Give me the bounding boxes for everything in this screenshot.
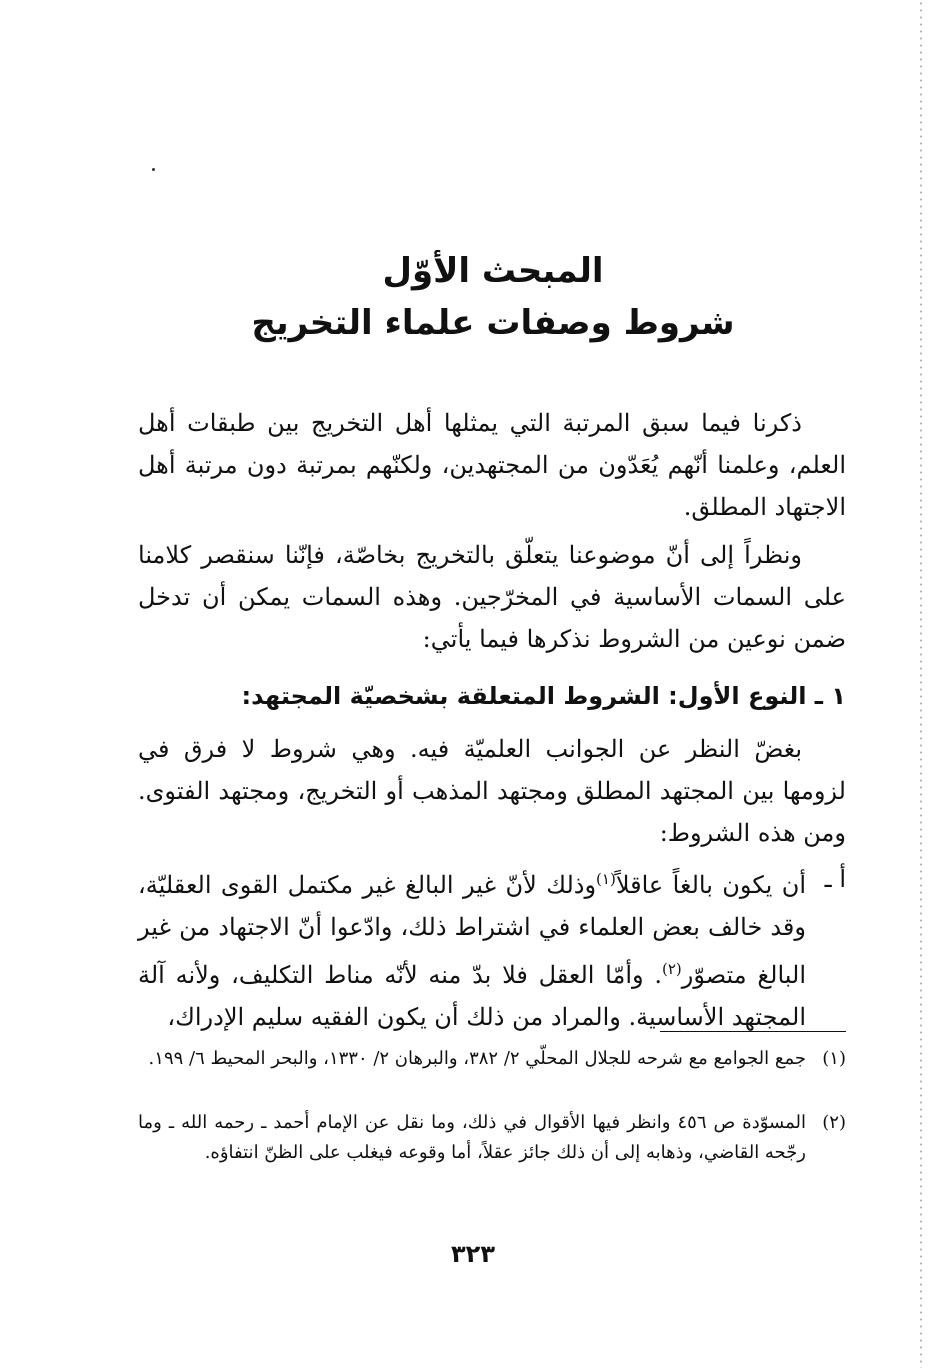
chapter-title: شروط وصفات علماء التخريج [251, 303, 735, 343]
section-heading: المبحث الأوّل [382, 251, 604, 291]
footnote-number: (١) [822, 1048, 846, 1069]
footnote-separator [660, 1031, 846, 1032]
list-item-body [138, 858, 806, 1038]
subsection-title: ١ ـ النوع الأول: الشروط المتعلقة بشخصيّة المجتهد: [241, 682, 846, 710]
paragraph-intro: ذكرنا فيما سبق المرتبة التي يمثلها أهل التخريج بين طبقات أهل العلم، وعلمنا أنّهم يُعَدّون من المجتهدين، ولكنّهم بمرتبة دون مرتبة أهل الاجتهاد المطلق. [138, 409, 846, 521]
list-text-part1: أن يكون بالغاً عاقلاً [615, 871, 806, 899]
scan-edge-dots [920, 0, 922, 1368]
footnote-number: (٢) [822, 1112, 846, 1133]
list-text-part3: . وأمّا العقل فلا بدّ منه لأنّه مناط التكليف، ولأنه آلة المجتهد الأساسية. والمراد من ذلك أن يكون الفقيه سليم الإدراك، [138, 961, 806, 1031]
list-marker: أ ـ [824, 865, 846, 893]
paragraph-scope: ونظراً إلى أنّ موضوعنا يتعلّق بالتخريج بخاصّة، فإنّنا سنقصر كلامنا على السمات الأساسية في المخرّجين. وهذه السمات يمكن أن تدخل ضمن نوعين من الشروط نذكرها فيما يأتي: [138, 541, 846, 653]
footnote-2 [138, 1108, 846, 1168]
footnote-ref-1[interactable]: (١) [596, 870, 616, 888]
list-text-part2: وذلك لأنّ غير البالغ غير مكتمل القوى العقليّة، وقد خالف بعض العلماء في اشتراط ذلك، وادّعوا أنّ الاجتهاد من غير البالغ متصوّر [138, 871, 806, 989]
list-item-a [138, 858, 846, 1038]
paragraph-conditions: بغضّ النظر عن الجوانب العلميّة فيه. وهي شروط لا فرق في لزومها بين المجتهد المطلق ومجتهد المذهب أو التخريج، ومجتهد الفتوى. ومن هذه الشروط: [138, 735, 846, 847]
scan-speck [152, 168, 155, 171]
page-number: ٣٢٣ [451, 1240, 495, 1268]
footnote-1 [138, 1044, 846, 1074]
footnote-text: جمع الجوامع مع شرحه للجلال المحلّي ٢/ ٣٨٢، والبرهان ٢/ ١٣٣٠، والبحر المحيط ٦/ ١٩٩. [148, 1048, 806, 1069]
footnote-text: المسوّدة ص ٤٥٦ وانظر فيها الأقوال في ذلك، وما نقل عن الإمام أحمد ـ رحمه الله ـ وما رجّحه القاضي، وذهابه إلى أن ذلك جائز عقلاً، أما وقوعه فيغلب على الظنّ انتفاؤه. [138, 1112, 806, 1163]
footnote-ref-2[interactable]: (٢) [661, 960, 682, 978]
